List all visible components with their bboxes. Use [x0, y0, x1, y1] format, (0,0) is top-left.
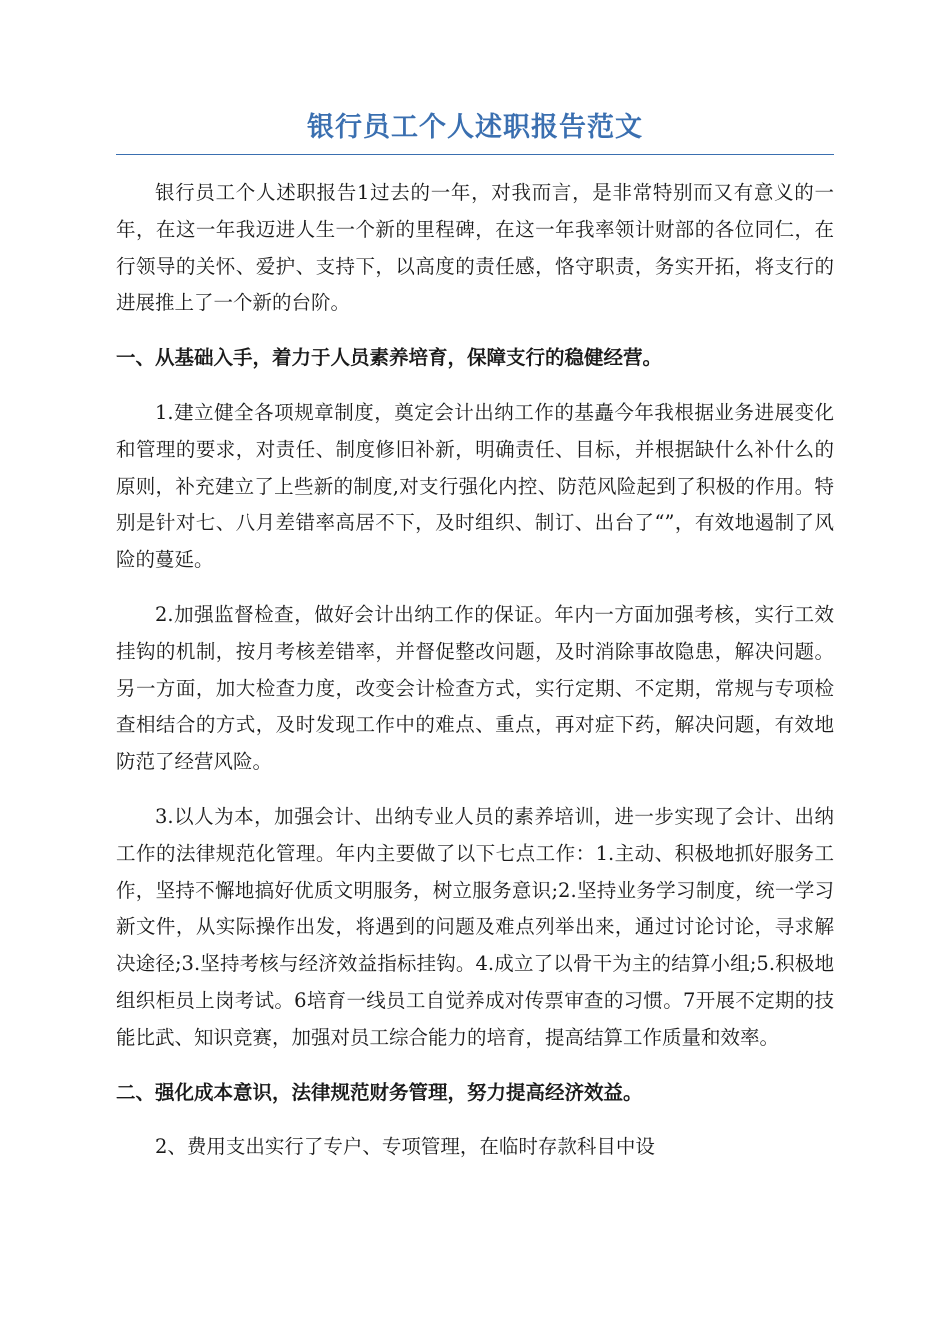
intro-paragraph: 银行员工个人述职报告1过去的一年，对我而言，是非常特别而又有意义的一年，在这一年我迈进人生一个新的里程碑，在这一年我率领计财部的各位同仁，在行领导的关怀、爱护、支持下，以高度的责任感，恪守职责，务实开拓，将支行的进展推上了一个新的台阶。 — [116, 181, 834, 315]
title-underline — [116, 154, 834, 155]
document-title: 银行员工个人述职报告范文 — [307, 112, 643, 143]
document-page — [116, 108, 834, 1184]
paragraph-3: 3.以人为本，加强会计、出纳专业人员的素养培训，进一步实现了会计、出纳工作的法律规范化管理。年内主要做了以下七点工作：1.主动、积极地抓好服务工作，坚持不懈地搞好优质文明服务，树立服务意识;2.坚持业务学习制度，统一学习新文件，从实际操作出发，将遇到的问题及难点列举出来，通过讨论讨论，寻求解决途径;3.坚持考核与经济效益指标挂钩。4.成立了以骨干为主的结算小组;5.积极地组织柜员上岗考试。6培育一线员工自觉养成对传票审查的习惯。7开展不定期的技能比武、知识竞赛，加强对员工综合能力的培育，提高结算工作质量和效率。 — [116, 804, 834, 1049]
paragraph-2: 2.加强监督检查，做好会计出纳工作的保证。年内一方面加强考核，实行工效挂钩的机制，按月考核差错率，并督促整改问题，及时消除事故隐患，解决问题。另一方面，加大检查力度，改变会计检查方式，实行定期、不定期，常规与专项检查相结合的方式，及时发现工作中的难点、重点，再对症下药，解决问题，有效地防范了经营风险。 — [116, 602, 834, 774]
section-heading-2: 二、强化成本意识，法律规范财务管理，努力提高经济效益。 — [116, 1080, 643, 1104]
paragraph-4: 2、费用支出实行了专户、专项管理，在临时存款科目中设 — [155, 1135, 655, 1159]
paragraph-1: 1.建立健全各项规章制度，奠定会计出纳工作的基矗今年我根据业务进展变化和管理的要求，对责任、制度修旧补新，明确责任、目标，并根据缺什么补什么的原则，补充建立了上些新的制度,对支行强化内控、防范风险起到了积极的作用。特别是针对七、八月差错率高居不下，及时组织、制订、出台了“”，有效地遏制了风险的蔓延。 — [116, 400, 834, 572]
section-heading-1: 一、从基础入手，着力于人员素养培育，保障支行的稳健经营。 — [116, 346, 663, 370]
